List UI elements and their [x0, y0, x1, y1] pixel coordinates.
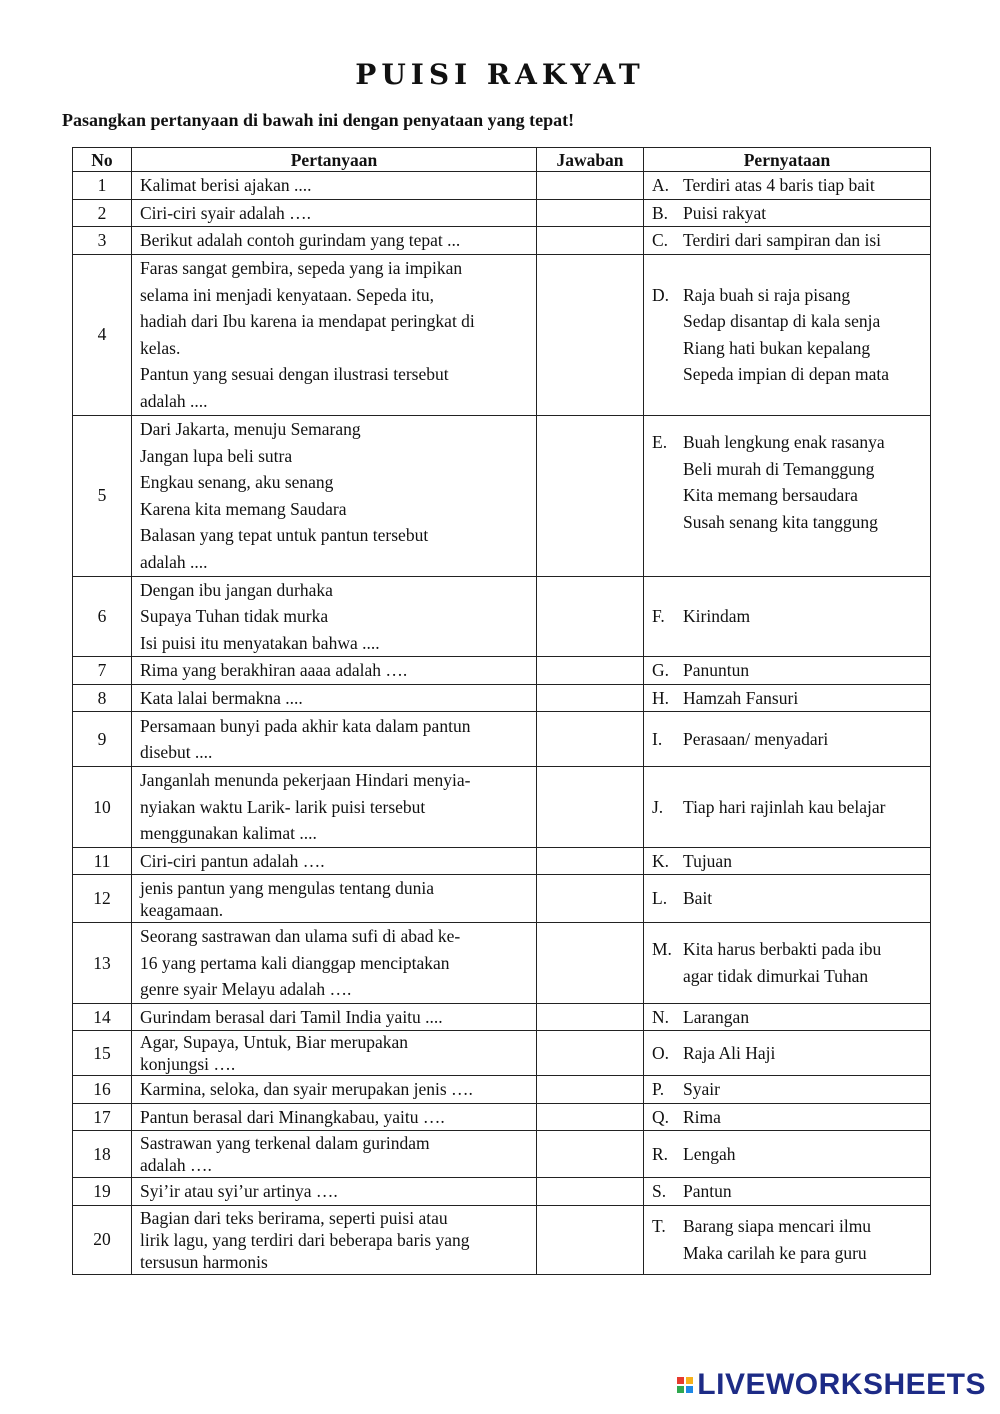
answer-input[interactable]: [537, 923, 644, 1004]
statement-letter: D.: [652, 284, 670, 305]
question-cell: [132, 1103, 537, 1131]
question-line: Supaya Tuhan tidak murka: [140, 606, 329, 626]
question-cell: [132, 1205, 537, 1274]
question-line: adalah ….: [140, 1155, 212, 1175]
statement-line: agar tidak dimurkai Tuhan: [683, 965, 869, 986]
statement-letter: E.: [652, 432, 668, 453]
statement-cell: [644, 199, 931, 227]
question-line: kelas.: [140, 337, 181, 358]
question-cell: [132, 767, 537, 848]
question-line: hadiah dari Ibu karena ia mendapat peringkat di: [140, 311, 475, 331]
header-question: Pertanyaan: [132, 148, 537, 172]
header-statement: Pernyataan: [644, 148, 931, 172]
table-row: [73, 1003, 931, 1031]
statement-letter: N.: [652, 1006, 670, 1027]
statement-cell: [644, 1031, 931, 1076]
statement-cell: [644, 1205, 931, 1274]
answer-input[interactable]: [537, 875, 644, 923]
question-line: nyiakan waktu Larik- larik puisi tersebut: [140, 796, 426, 817]
statement-line: Puisi rakyat: [683, 202, 767, 223]
question-cell: [132, 1031, 537, 1076]
logo-block: [686, 1377, 693, 1384]
logo-block: [686, 1386, 693, 1393]
statement-line: Kirindam: [683, 606, 751, 626]
statement-cell: [644, 657, 931, 685]
statement-line: [683, 535, 922, 562]
answer-input[interactable]: [537, 254, 644, 415]
answer-input[interactable]: [537, 1205, 644, 1274]
table-row: [73, 847, 931, 875]
question-line: tersusun harmonis: [140, 1251, 268, 1272]
statement-cell: [644, 1003, 931, 1031]
question-line: Kata lalai bermakna ....: [140, 687, 303, 708]
question-line: selama ini menjadi kenyataan. Sepeda itu,: [140, 284, 434, 305]
answer-input[interactable]: [537, 172, 644, 200]
table-row: [73, 684, 931, 712]
logo-wordmark: LIVEWORKSHEETS: [697, 1368, 986, 1401]
row-number: 8: [73, 684, 132, 712]
question-cell: [132, 712, 537, 767]
row-number: 9: [73, 712, 132, 767]
answer-input[interactable]: [537, 1131, 644, 1178]
question-line: Syi’ir atau syi’ur artinya ….: [140, 1181, 338, 1201]
statement-cell: [644, 415, 931, 576]
statement-letter: H.: [652, 687, 670, 708]
question-line: Dari Jakarta, menuju Semarang: [140, 419, 361, 439]
table-row: [73, 923, 931, 1004]
statement-line: Kita memang bersaudara: [683, 485, 858, 506]
question-line: Agar, Supaya, Untuk, Biar merupakan: [140, 1032, 409, 1052]
statement-cell: [644, 227, 931, 255]
question-line: Bagian dari teks berirama, seperti puisi atau: [140, 1207, 448, 1228]
logo-block: [677, 1377, 684, 1384]
statement-line: Tujuan: [683, 850, 732, 871]
statement-line: Terdiri atas 4 baris tiap bait: [683, 175, 875, 195]
question-line: Balasan yang tepat untuk pantun tersebut: [140, 525, 429, 545]
table-row: [73, 767, 931, 848]
question-cell: [132, 199, 537, 227]
row-number: 20: [73, 1205, 132, 1274]
table-row: [73, 1131, 931, 1178]
question-line: Ciri-ciri syair adalah ….: [140, 202, 312, 223]
statement-cell: [644, 712, 931, 767]
header-no: No: [73, 148, 132, 172]
answer-input[interactable]: [537, 415, 644, 576]
statement-cell: [644, 1103, 931, 1131]
row-number: 11: [73, 847, 132, 875]
statement-line: Raja Ali Haji: [683, 1042, 776, 1063]
liveworksheets-logo: [677, 1368, 986, 1402]
statement-cell: [644, 847, 931, 875]
statement-line: Susah senang kita tanggung: [683, 511, 878, 532]
statement-line: Terdiri dari sampiran dan isi: [683, 230, 882, 250]
table-header-row: [73, 148, 931, 172]
statement-letter: I.: [652, 728, 663, 749]
question-line: keagamaan.: [140, 899, 224, 920]
statement-line: Larangan: [683, 1006, 750, 1027]
statement-cell: [644, 1178, 931, 1206]
question-line: Berikut adalah contoh gurindam yang tepat ...: [140, 230, 461, 250]
question-line: genre syair Melayu adalah ….: [140, 979, 352, 999]
statement-line: Kita harus berbakti pada ibu: [683, 939, 882, 960]
statement-letter: R.: [652, 1143, 669, 1164]
statement-line: Hamzah Fansuri: [683, 687, 799, 708]
statement-line: Syair: [683, 1079, 720, 1099]
table-row: [73, 576, 931, 657]
statement-letter: C.: [652, 230, 669, 250]
question-cell: [132, 415, 537, 576]
question-cell: [132, 576, 537, 657]
statement-line: Sepeda impian di depan mata: [683, 364, 890, 384]
row-number: 19: [73, 1178, 132, 1206]
question-line: Karmina, seloka, dan syair merupakan jenis ….: [140, 1079, 473, 1099]
question-line: Rima yang berakhiran aaaa adalah ….: [140, 660, 408, 680]
statement-cell: [644, 684, 931, 712]
table-row: [73, 875, 931, 923]
question-line: Pantun berasal dari Minangkabau, yaitu ….: [140, 1106, 445, 1127]
answer-input[interactable]: [537, 657, 644, 685]
row-number: 4: [73, 254, 132, 415]
statement-line: Sedap disantap di kala senja: [683, 311, 881, 331]
statement-line: Buah lengkung enak rasanya: [683, 432, 885, 453]
statement-cell: [644, 923, 931, 1004]
answer-input[interactable]: [537, 1103, 644, 1131]
statement-line: Panuntun: [683, 660, 750, 680]
table-row: [73, 172, 931, 200]
row-number: 1: [73, 172, 132, 200]
question-line: konjungsi ….: [140, 1054, 236, 1074]
statement-line: Rima: [683, 1106, 721, 1127]
question-cell: [132, 875, 537, 923]
question-line: jenis pantun yang mengulas tentang dunia: [140, 877, 435, 898]
question-cell: [132, 1178, 537, 1206]
question-line: Faras sangat gembira, sepeda yang ia impikan: [140, 258, 463, 278]
statement-letter: F.: [652, 606, 665, 626]
question-cell: [132, 227, 537, 255]
question-cell: [132, 1131, 537, 1178]
row-number: 13: [73, 923, 132, 1004]
statement-letter: B.: [652, 202, 669, 223]
worksheet-title: PUISI RAKYAT: [355, 58, 645, 91]
answer-input[interactable]: [537, 684, 644, 712]
statement-letter: K.: [652, 850, 670, 871]
question-cell: [132, 923, 537, 1004]
question-line: adalah ....: [140, 390, 208, 411]
row-number: 6: [73, 576, 132, 657]
statement-line: Barang siapa mencari ilmu: [683, 1216, 872, 1236]
table-row: [73, 1178, 931, 1206]
row-number: 17: [73, 1103, 132, 1131]
statement-line: Beli murah di Temanggung: [683, 458, 875, 479]
logo-icon: [677, 1377, 693, 1393]
question-line: Jangan lupa beli sutra: [140, 445, 293, 466]
statement-line: Lengah: [683, 1143, 736, 1164]
statement-letter: L.: [652, 888, 668, 909]
answer-input[interactable]: [537, 767, 644, 848]
answer-input[interactable]: [537, 1076, 644, 1104]
question-cell: [132, 847, 537, 875]
statement-cell: [644, 1131, 931, 1178]
statement-letter: A.: [652, 175, 670, 195]
statement-letter: J.: [652, 796, 664, 817]
answer-input[interactable]: [537, 576, 644, 657]
question-line: adalah ....: [140, 551, 208, 572]
instruction-text: Pasangkan pertanyaan di bawah ini dengan penyataan yang tepat!: [62, 110, 575, 130]
answer-input[interactable]: [537, 1031, 644, 1076]
logo-block: [677, 1386, 684, 1393]
matching-table: [72, 147, 931, 1275]
row-number: 16: [73, 1076, 132, 1104]
statement-letter: O.: [652, 1042, 670, 1063]
question-line: 16 yang pertama kali dianggap menciptakan: [140, 952, 450, 973]
question-cell: [132, 684, 537, 712]
statement-letter: S.: [652, 1181, 667, 1201]
statement-line: Raja buah si raja pisang: [683, 284, 851, 305]
row-number: 7: [73, 657, 132, 685]
question-line: Pantun yang sesuai dengan ilustrasi tersebut: [140, 364, 449, 384]
answer-input[interactable]: [537, 199, 644, 227]
question-line: Isi puisi itu menyatakan bahwa ....: [140, 632, 380, 653]
row-number: 5: [73, 415, 132, 576]
table-row: [73, 1103, 931, 1131]
table-row: [73, 199, 931, 227]
statement-line: Perasaan/ menyadari: [683, 728, 829, 749]
question-cell: [132, 657, 537, 685]
question-line: Sastrawan yang terkenal dalam gurindam: [140, 1133, 430, 1153]
table-row: [73, 1076, 931, 1104]
statement-cell: [644, 875, 931, 923]
header-answer: Jawaban: [537, 148, 644, 172]
question-line: Kalimat berisi ajakan ....: [140, 175, 312, 195]
statement-letter: G.: [652, 660, 670, 680]
table-row: [73, 1205, 931, 1274]
row-number: 10: [73, 767, 132, 848]
table-body: [73, 172, 931, 1275]
statement-line: Bait: [683, 888, 713, 909]
answer-input[interactable]: [537, 227, 644, 255]
question-line: Persamaan bunyi pada akhir kata dalam pantun: [140, 715, 471, 736]
statement-cell: [644, 576, 931, 657]
question-cell: [132, 254, 537, 415]
row-number: 3: [73, 227, 132, 255]
question-line: disebut ....: [140, 742, 213, 762]
question-cell: [132, 1076, 537, 1104]
question-line: Engkau senang, aku senang: [140, 472, 334, 492]
question-cell: [132, 1003, 537, 1031]
question-line: menggunakan kalimat ....: [140, 823, 317, 843]
answer-input[interactable]: [537, 712, 644, 767]
statement-line: Maka carilah ke para guru: [683, 1242, 867, 1263]
statement-line: Tiap hari rajinlah kau belajar: [683, 796, 886, 817]
table-row: [73, 415, 931, 576]
statement-cell: [644, 172, 931, 200]
question-line: Dengan ibu jangan durhaka: [140, 579, 333, 600]
row-number: 12: [73, 875, 132, 923]
statement-letter: Q.: [652, 1106, 670, 1127]
answer-input[interactable]: [537, 1178, 644, 1206]
statement-cell: [644, 767, 931, 848]
table-row: [73, 712, 931, 767]
answer-input[interactable]: [537, 1003, 644, 1031]
question-line: Janganlah menunda pekerjaan Hindari menyia-: [140, 770, 471, 790]
question-cell: [132, 172, 537, 200]
question-line: lirik lagu, yang terdiri dari beberapa baris yang: [140, 1229, 470, 1250]
row-number: 14: [73, 1003, 132, 1031]
statement-line: Pantun: [683, 1181, 732, 1201]
statement-letter: T.: [652, 1216, 666, 1236]
question-line: Seorang sastrawan dan ulama sufi di abad ke-: [140, 926, 461, 946]
table-row: [73, 1031, 931, 1076]
statement-letter: P.: [652, 1079, 665, 1099]
question-line: Karena kita memang Saudara: [140, 498, 347, 519]
row-number: 18: [73, 1131, 132, 1178]
statement-cell: [644, 254, 931, 415]
statement-line: Riang hati bukan kepalang: [683, 337, 871, 358]
table-row: [73, 254, 931, 415]
table-row: [73, 227, 931, 255]
row-number: 2: [73, 199, 132, 227]
question-line: Gurindam berasal dari Tamil India yaitu ....: [140, 1006, 443, 1027]
answer-input[interactable]: [537, 847, 644, 875]
statement-cell: [644, 1076, 931, 1104]
question-line: Ciri-ciri pantun adalah ….: [140, 850, 325, 871]
table-row: [73, 657, 931, 685]
row-number: 15: [73, 1031, 132, 1076]
statement-letter: M.: [652, 939, 672, 960]
